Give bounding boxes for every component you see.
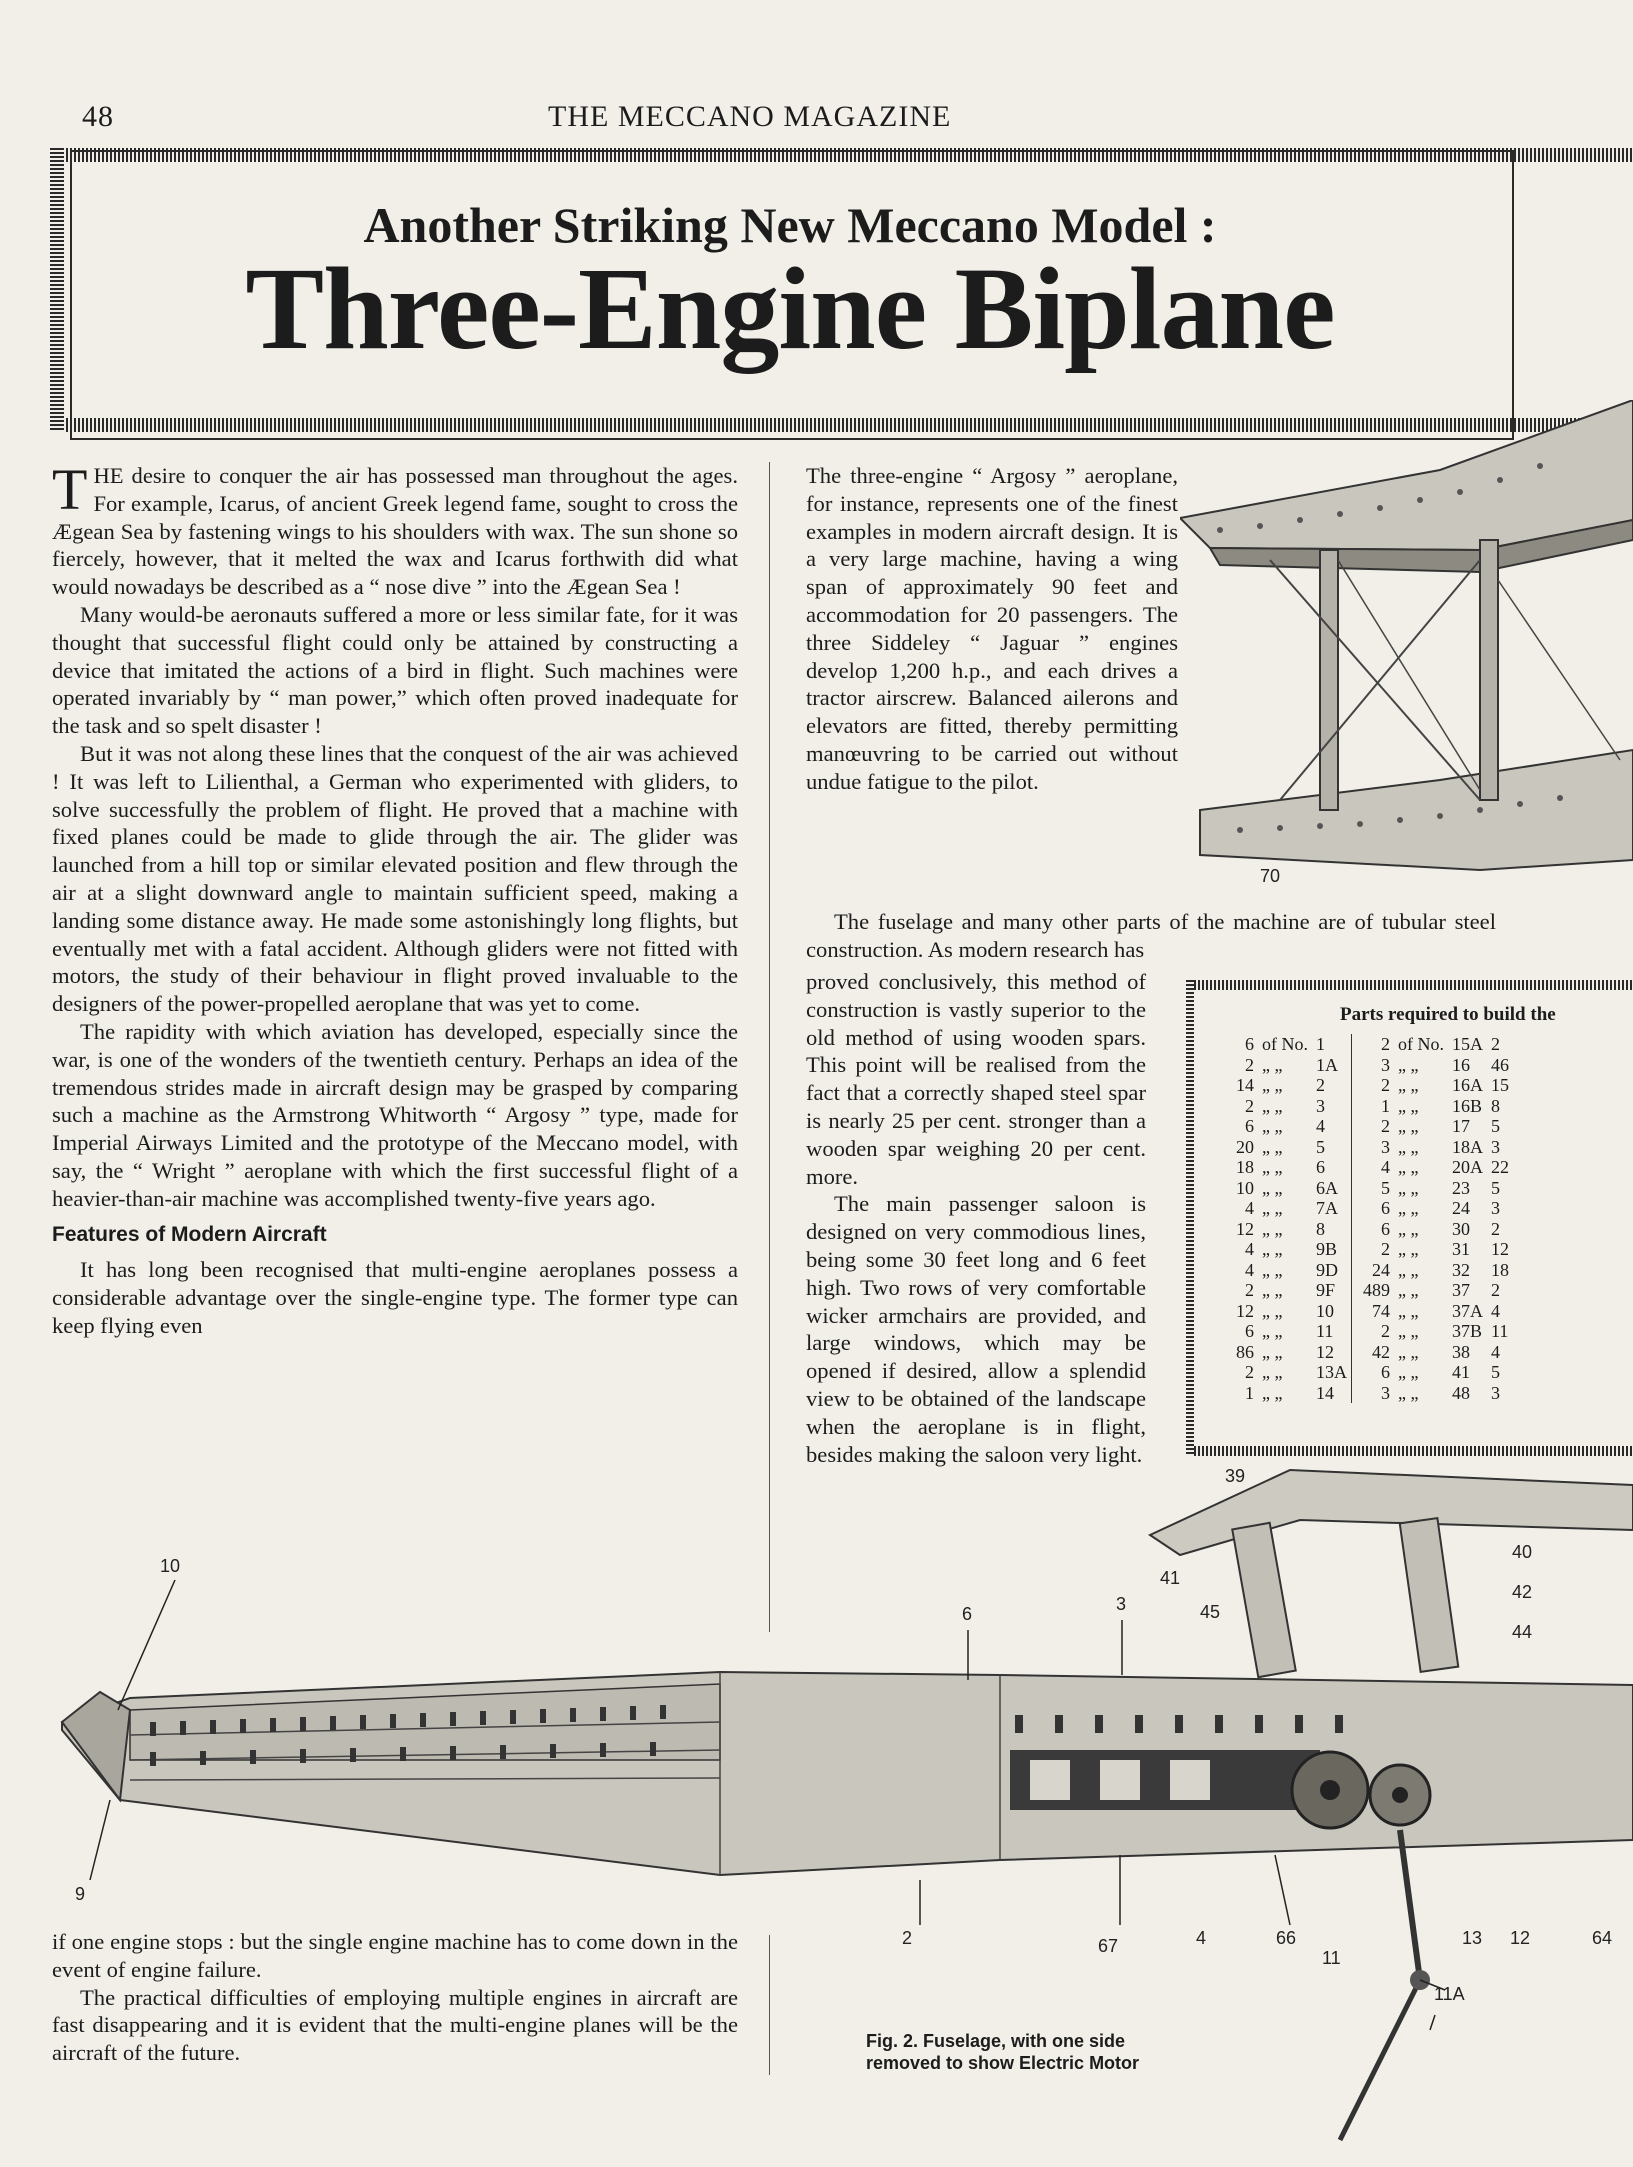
parts-table-cell: 12 [1491, 1239, 1509, 1260]
parts-table-cell: 32 [1452, 1259, 1470, 1280]
parts-table-cell: 489 [1363, 1280, 1390, 1301]
parts-table-row [1216, 1034, 1513, 1055]
parts-table-cell: 2 [1245, 1362, 1254, 1383]
caption-line: Fig. 2. Fuselage, with one side [866, 2031, 1126, 2051]
parts-table-cell: 48 [1452, 1382, 1470, 1403]
parts-table-cell: 15 [1491, 1075, 1509, 1096]
parts-table-cell: 16B [1452, 1095, 1483, 1116]
article-left-column [52, 457, 738, 1340]
parts-table-cell: 2 [1245, 1095, 1254, 1116]
parts-table-cell: „ „ [1398, 1218, 1419, 1239]
left-rule [50, 148, 64, 432]
article-paragraph: proved conclusively, this method of construction is vastly superior to the old method of using wooden spars. This point will be realised from the fact that a correctly shaped steel spar is nearly 25 per cent. stronger than a wooden spar weighing 20 per cent. more. [806, 969, 1146, 1189]
headline-title: Three-Engine Biplane [245, 243, 1335, 374]
callout-13: 13 [1462, 1928, 1483, 1948]
parts-table-cell: „ „ [1262, 1054, 1283, 1075]
parts-table-left-rule [1186, 980, 1194, 1456]
parts-table-cell: „ „ [1398, 1300, 1419, 1321]
parts-table-cell: 6 [1245, 1321, 1254, 1342]
parts-table-cell: 18 [1491, 1259, 1509, 1280]
parts-table-cell: „ „ [1398, 1280, 1419, 1301]
parts-table-cell: 2 [1316, 1075, 1325, 1096]
parts-table-cell: 6 [1381, 1198, 1390, 1219]
parts-table-cell: 12 [1236, 1300, 1254, 1321]
intro-text: HE desire to conquer the air has possessed man throughout the ages. For example, Icarus, of ancient Greek legend fame, sought to cross the Ægean Sea by fastening wings to his shoulders with wax. The sun shone so fiercely, however, that it melted the wax and Icarus forthwith did what would nowadays be described as a “ nose dive ” into the Ægean Sea ! [52, 463, 738, 600]
parts-table-cell: 37B [1452, 1321, 1483, 1342]
parts-table-cell: „ „ [1262, 1259, 1283, 1280]
parts-table-cell: 14 [1236, 1075, 1254, 1096]
parts-table-cell: 4 [1245, 1259, 1254, 1280]
parts-table-cell: 18A [1452, 1136, 1483, 1157]
drop-cap: T [52, 457, 88, 522]
parts-table-cell: 6 [1245, 1116, 1254, 1137]
parts-table-row [1216, 1178, 1513, 1199]
parts-table-cell: 3 [1491, 1382, 1500, 1403]
article-bottom-column [52, 1928, 738, 2067]
parts-table-cell: of No. [1398, 1034, 1444, 1055]
parts-table-cell: 5 [1491, 1177, 1500, 1198]
parts-table-cell: 14 [1316, 1382, 1334, 1403]
parts-table-row [1216, 1075, 1513, 1096]
parts-table-row [1216, 1239, 1513, 1260]
parts-table-cell: „ „ [1262, 1177, 1283, 1198]
parts-table-cell: 9D [1316, 1259, 1338, 1280]
parts-table-cell: „ „ [1262, 1116, 1283, 1137]
parts-table-cell: 7A [1316, 1198, 1338, 1219]
parts-table-cell: 1A [1316, 1054, 1338, 1075]
parts-table-cell: „ „ [1262, 1218, 1283, 1239]
parts-table-cell: „ „ [1398, 1198, 1419, 1219]
parts-table-cell: „ „ [1262, 1095, 1283, 1116]
parts-table-cell: „ „ [1398, 1321, 1419, 1342]
column-divider [769, 1935, 770, 2075]
article-mid-column [806, 462, 1178, 796]
parts-table-cell: 74 [1372, 1300, 1390, 1321]
parts-table-cell: 2 [1491, 1034, 1500, 1055]
parts-table-cell: 18 [1236, 1157, 1254, 1178]
parts-table-cell: „ „ [1262, 1362, 1283, 1383]
parts-table-cell: 30 [1452, 1218, 1470, 1239]
parts-table-cell: 2 [1245, 1054, 1254, 1075]
parts-table-cell: 3 [1381, 1382, 1390, 1403]
callout-11a: 11A [1434, 1984, 1465, 2004]
parts-table-cell: 37A [1452, 1300, 1483, 1321]
parts-table-cell: 9F [1316, 1280, 1336, 1301]
parts-table-row [1216, 1383, 1513, 1404]
parts-table-cell: 6 [1381, 1218, 1390, 1239]
parts-table-cell: 1 [1381, 1095, 1390, 1116]
callout-41: 41 [1160, 1568, 1181, 1588]
parts-table-top-rule [1186, 980, 1633, 990]
parts-table-cell: 6 [1316, 1157, 1325, 1178]
parts-table-cell: 4 [1491, 1300, 1500, 1321]
parts-table-cell: 38 [1452, 1341, 1470, 1362]
headline-kicker: Another Striking New Meccano Model : [363, 197, 1217, 253]
parts-table-cell: „ „ [1398, 1116, 1419, 1137]
parts-table-cell: „ „ [1262, 1157, 1283, 1178]
biplane-wing-illustration [1180, 400, 1633, 900]
callout-6: 6 [962, 1604, 973, 1624]
callout-12: 12 [1510, 1928, 1531, 1948]
parts-table-cell: 3 [1316, 1095, 1325, 1116]
callout-2: 2 [902, 1928, 913, 1948]
parts-table-cell: 15A [1452, 1034, 1483, 1055]
parts-table-row [1216, 1260, 1513, 1281]
column-divider [769, 462, 770, 1632]
parts-table-cell: 5 [1381, 1177, 1390, 1198]
callout-3: 3 [1116, 1594, 1127, 1614]
parts-table-cell: 16A [1452, 1075, 1483, 1096]
parts-table-row [1216, 1137, 1513, 1158]
callout-44: 44 [1512, 1622, 1533, 1642]
parts-table-cell: 9B [1316, 1239, 1338, 1260]
parts-table-cell: 12 [1316, 1341, 1334, 1362]
parts-table-row [1216, 1219, 1513, 1240]
parts-table-cell: 13A [1316, 1362, 1347, 1383]
parts-table-cell: „ „ [1262, 1136, 1283, 1157]
parts-table-cell: 4 [1245, 1198, 1254, 1219]
parts-table-cell: „ „ [1398, 1177, 1419, 1198]
parts-table-cell: 5 [1316, 1136, 1325, 1157]
parts-table-cell: „ „ [1398, 1075, 1419, 1096]
parts-table-cell: 5 [1491, 1116, 1500, 1137]
caption-line: removed to show Electric Motor [866, 2053, 1140, 2073]
parts-table-cell: 11 [1491, 1321, 1509, 1342]
article-paragraph: The main passenger saloon is designed on very commodious lines, being some 30 feet long and 6 feet high. Two rows of very comfortable wicker armchairs are provided, and large windows, which may be opened if desired, allow a splendid view to be obtained of the landscape when the aeroplane is in flight, besides making the saloon very light. [806, 1191, 1146, 1467]
article-mid-wide-text [806, 908, 1496, 964]
parts-table-cell: „ „ [1262, 1300, 1283, 1321]
parts-table-title: Parts required to build the [1340, 1004, 1556, 1025]
parts-table-cell: 23 [1452, 1177, 1470, 1198]
parts-table-cell: 3 [1491, 1136, 1500, 1157]
parts-table [1216, 1034, 1513, 1403]
parts-table-cell: 24 [1452, 1198, 1470, 1219]
parts-table-cell: 8 [1491, 1095, 1500, 1116]
parts-table-cell: 1 [1245, 1382, 1254, 1403]
callout-40: 40 [1512, 1542, 1533, 1562]
article-paragraph: The fuselage and many other parts of the machine are of tubular steel construction. As modern research has [806, 909, 1496, 962]
parts-table-cell: „ „ [1398, 1157, 1419, 1178]
section-subhead: Features of Modern Aircraft [52, 1222, 327, 1246]
parts-table-cell: 2 [1245, 1280, 1254, 1301]
parts-table-cell: 17 [1452, 1116, 1470, 1137]
parts-table-cell: „ „ [1398, 1382, 1419, 1403]
parts-table-cell: 4 [1245, 1239, 1254, 1260]
parts-table-cell: 22 [1491, 1157, 1509, 1178]
article-paragraph: It has long been recognised that multi-engine aeroplanes possess a considerable advantage over the single-engine type. The former type can keep flying even [52, 1257, 738, 1338]
callout-70: 70 [1260, 866, 1281, 886]
parts-table-cell: „ „ [1398, 1239, 1419, 1260]
parts-table-cell: 3 [1381, 1136, 1390, 1157]
parts-table-cell: 2 [1491, 1280, 1500, 1301]
parts-table-cell: 10 [1316, 1300, 1334, 1321]
article-paragraph: The three-engine “ Argosy ” aeroplane, for instance, represents one of the finest examples in modern aircraft design. It is a very large machine, having a wing span of approximately 90 feet and accommodation for 20 passengers. The three Siddeley “ Jaguar ” engines develop 1,200 h.p., and each drives a tractor airscrew. Balanced ailerons and elevators are fitted, thereby permitting manœuvring to be carried out without undue fatigue to the pilot. [806, 463, 1178, 794]
parts-table-cell: „ „ [1262, 1382, 1283, 1403]
parts-table-cell: of No. [1262, 1034, 1308, 1055]
article-paragraph: The practical difficulties of employing multiple engines in aircraft are fast disappearing and it is evident that the multi-engine planes will be the aircraft of the future. [52, 1984, 738, 2066]
parts-table-cell: „ „ [1262, 1198, 1283, 1219]
parts-table-cell: 8 [1316, 1218, 1325, 1239]
parts-table-row [1216, 1280, 1513, 1301]
parts-table-cell: 11 [1316, 1321, 1334, 1342]
parts-table-cell: 6 [1381, 1362, 1390, 1383]
parts-table-bottom-rule [1186, 1446, 1633, 1456]
parts-table-cell: 4 [1381, 1157, 1390, 1178]
parts-table-cell: 1 [1316, 1034, 1325, 1055]
parts-table-row [1216, 1096, 1513, 1117]
parts-table-row [1216, 1198, 1513, 1219]
parts-table-cell: 41 [1452, 1362, 1470, 1383]
parts-table-cell: 31 [1452, 1239, 1470, 1260]
callout-42: 42 [1512, 1582, 1533, 1602]
parts-table-cell: 3 [1381, 1054, 1390, 1075]
parts-table-row [1216, 1362, 1513, 1383]
parts-table-row [1216, 1301, 1513, 1322]
callout-10: 10 [160, 1556, 181, 1576]
parts-table-cell: „ „ [1262, 1239, 1283, 1260]
article-paragraph: Many would-be aeronauts suffered a more or less similar fate, for it was thought that successful flight could only be attained by constructing a device that imitated the actions of a bird in flight. Such machines were operated invariably by “ man power,” which often proved inadequate for the task and so spelt disaster ! [52, 601, 738, 739]
parts-table-cell: 46 [1491, 1054, 1509, 1075]
parts-table-cell: „ „ [1262, 1321, 1283, 1342]
parts-table-cell: 20A [1452, 1157, 1483, 1178]
page-number: 48 [82, 100, 114, 133]
article-paragraph: The rapidity with which aviation has developed, especially since the war, is one of the wonders of the twentieth century. Perhaps an idea of the tremendous strides made in aircraft design may be grasped by comparing such a machine as the Armstrong Whitworth “ Argosy ” type, made for Imperial Airways Limited and the prototype of the Meccano model, with say, the “ Wright ” aeroplane with which the first successful flight of a heavier-than-air machine was accomplished twenty-five years ago. [52, 1018, 738, 1211]
parts-table-cell: 16 [1452, 1054, 1470, 1075]
parts-table-cell: 3 [1491, 1198, 1500, 1219]
parts-table-cell: 2 [1381, 1321, 1390, 1342]
parts-table-cell: 6 [1245, 1034, 1254, 1055]
parts-table-cell: „ „ [1398, 1095, 1419, 1116]
parts-table-cell: 86 [1236, 1341, 1254, 1362]
callout-9: 9 [75, 1884, 86, 1904]
parts-table-cell: „ „ [1398, 1362, 1419, 1383]
callout-64: 64 [1592, 1928, 1613, 1948]
article-mid-narrow-column [806, 968, 1146, 1468]
parts-table-cell: 6A [1316, 1177, 1338, 1198]
parts-table-cell: „ „ [1398, 1341, 1419, 1362]
parts-table-cell: 24 [1372, 1259, 1390, 1280]
parts-table-cell: 20 [1236, 1136, 1254, 1157]
parts-table-cell: 2 [1381, 1075, 1390, 1096]
parts-table-cell: 12 [1236, 1218, 1254, 1239]
parts-table-cell: „ „ [1262, 1280, 1283, 1301]
callout-66: 66 [1276, 1928, 1297, 1948]
parts-table-cell: „ „ [1398, 1054, 1419, 1075]
parts-table-cell: 10 [1236, 1177, 1254, 1198]
magazine-name: THE MECCANO MAGAZINE [548, 100, 952, 133]
article-paragraph-intro [52, 457, 738, 601]
callout-4: 4 [1196, 1928, 1207, 1948]
parts-table-row [1216, 1157, 1513, 1178]
article-paragraph: if one engine stops : but the single engine machine has to come down in the event of engine failure. [52, 1929, 738, 1982]
parts-table-cell: 2 [1381, 1239, 1390, 1260]
parts-table-cell: 2 [1381, 1034, 1390, 1055]
parts-table-cell: 42 [1372, 1341, 1390, 1362]
callout-67: 67 [1098, 1936, 1119, 1956]
callout-11: 11 [1322, 1948, 1341, 1968]
parts-table-cell: „ „ [1262, 1341, 1283, 1362]
parts-table-cell: „ „ [1262, 1075, 1283, 1096]
article-paragraph: But it was not along these lines that the conquest of the air was achieved ! It was left to Lilienthal, a German who experimented with gliders, to solve successfully the problem of flight. He proved that a machine with fixed planes could be made to glide through the air. The glider was launched from a hill top or similar elevated position and flew through the air at a slight downward angle to maintain sufficient speed, making a landing some distance away. He made some astonishingly long flights, but eventually met with a fatal accident. Although gliders were not fitted with motors, the study of their behaviour in flight proved invaluable to the designers of the power-propelled aeroplane that was yet to come. [52, 740, 738, 1017]
parts-table-cell: 2 [1381, 1116, 1390, 1137]
figure-caption [866, 2030, 1139, 2074]
parts-table-row [1216, 1055, 1513, 1076]
parts-table-row [1216, 1342, 1513, 1363]
parts-table-cell: 4 [1491, 1341, 1500, 1362]
parts-table-row [1216, 1321, 1513, 1342]
parts-table-row [1216, 1116, 1513, 1137]
parts-table-cell: 5 [1491, 1362, 1500, 1383]
parts-table-cell: 37 [1452, 1280, 1470, 1301]
callout-45: 45 [1200, 1602, 1221, 1622]
parts-table-cell: 4 [1316, 1116, 1325, 1137]
parts-table-cell: „ „ [1398, 1259, 1419, 1280]
parts-table-cell: 2 [1491, 1218, 1500, 1239]
callout-39: 39 [1225, 1466, 1246, 1486]
parts-table-cell: „ „ [1398, 1136, 1419, 1157]
